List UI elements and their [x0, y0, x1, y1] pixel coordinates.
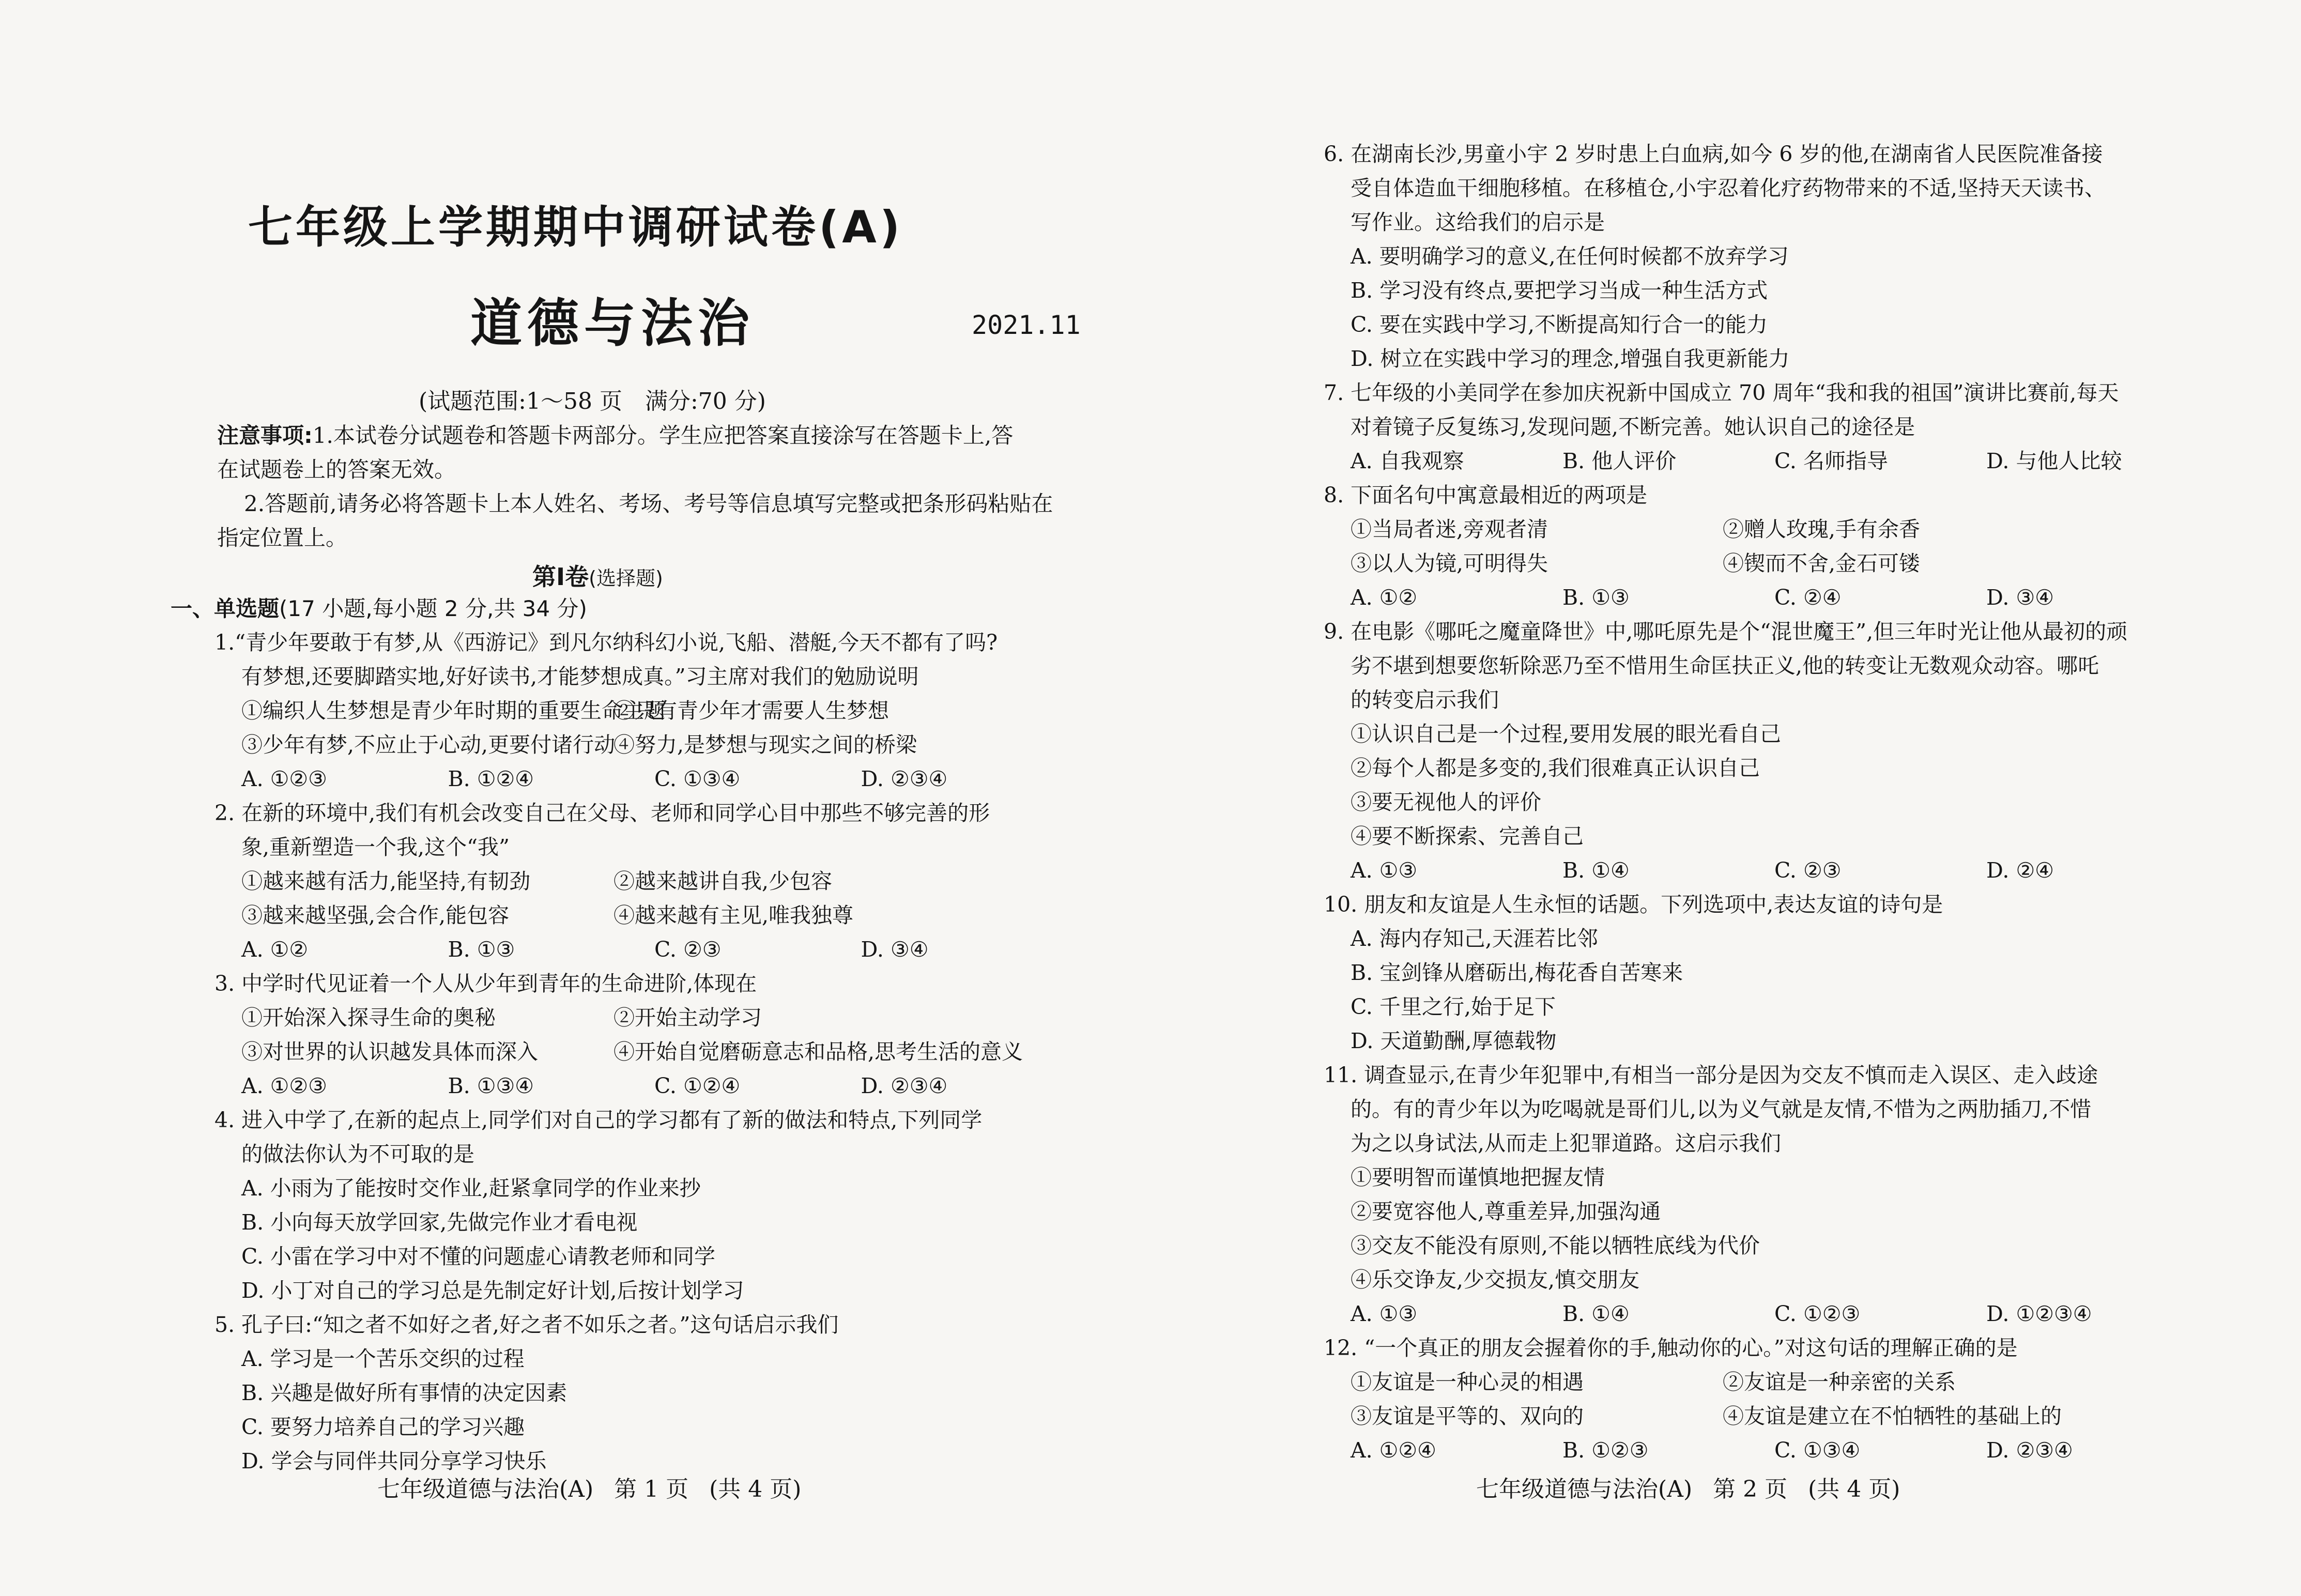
- question-right-4: [1324, 887, 2254, 1058]
- question-stem: 8. 下面名句中寓意最相近的两项是: [1324, 483, 1648, 508]
- page-footer: [1476, 1470, 1921, 1503]
- question-stem: 5. 孔子曰:“知之者不如好之者,好之者不如乐之者。”这句话启示我们: [214, 1312, 839, 1337]
- page-2: [1150, 0, 2301, 1596]
- choice: B. 小向每天放学回家,先做完作业才看电视: [241, 1210, 638, 1235]
- footer-total: (共 4 页): [1808, 1476, 1900, 1502]
- notice-1: 1.本试卷分试题卷和答题卡两部分。学生应把答案直接涂写在答题卡上,答: [312, 423, 1014, 448]
- question-stem: 7. 七年级的小美同学在参加庆祝新中国成立 70 周年“我和我的祖国”演讲比赛前,每天: [1324, 380, 2119, 405]
- notice-2: 2.答题前,请务必将答题卡上本人姓名、考场、考号等信息填写完整或把条形码粘贴在: [244, 491, 1053, 516]
- choice: D. 小丁对自己的学习总是先制定好计划,后按计划学习: [241, 1278, 744, 1303]
- page-footer: [377, 1470, 822, 1503]
- question-right-0: [1324, 137, 2254, 376]
- question-stem: 象,重新塑造一个我,这个“我”: [241, 835, 510, 860]
- answer-option: D. ②③④: [861, 766, 948, 791]
- exam-title: 七年级上学期期中调研试卷(A): [248, 202, 903, 253]
- question-left-0: [214, 625, 1067, 796]
- choice: A. 小雨为了能按时交作业,赶紧拿同学的作业来抄: [241, 1176, 701, 1201]
- statement-row: [1324, 512, 2254, 546]
- answer-option: C. ②③: [654, 937, 722, 962]
- answer-option: B. ①②③: [1562, 1438, 1649, 1463]
- statement-row: [1324, 1399, 2254, 1433]
- choice: C. 要在实践中学习,不断提高知行合一的能力: [1351, 312, 1768, 337]
- answer-option: B. ①③④: [448, 1073, 534, 1098]
- choice: ④乐交诤友,少交损友,慎交朋友: [1351, 1267, 1640, 1292]
- notice-label: 注意事项:: [217, 423, 313, 448]
- answer-option: A. ①②④: [1351, 1438, 1436, 1463]
- part-title-main: 一、单选题: [171, 596, 280, 621]
- question-stem: 2. 在新的环境中,我们有机会改变自己在父母、老师和同学心目中那些不够完善的形: [214, 801, 990, 825]
- choice: D. 天道勤酬,厚德载物: [1351, 1029, 1557, 1053]
- answer-option: C. ①③④: [1774, 1438, 1861, 1463]
- footer-subject: 七年级道德与法治(A): [377, 1476, 594, 1502]
- statement: ③越来越坚强,会合作,能包容: [241, 903, 510, 928]
- answer-option: D. ②③④: [1986, 1438, 2073, 1463]
- question-stem: 11. 调查显示,在青少年犯罪中,有相当一部分是因为交友不慎而走入误区、走入歧途: [1324, 1063, 2098, 1087]
- answer-option: B. 他人评价: [1562, 449, 1677, 473]
- statement: ①友谊是一种心灵的相遇: [1351, 1370, 1584, 1394]
- section-title: [532, 558, 663, 592]
- choice: D. 树立在实践中学习的理念,增强自我更新能力: [1351, 346, 1790, 371]
- part-title-sub: (17 小题,每小题 2 分,共 34 分): [279, 596, 587, 621]
- question-stem: 6. 在湖南长沙,男童小宇 2 岁时患上白血病,如今 6 岁的他,在湖南省人民医院准备接: [1324, 142, 2103, 166]
- question-left-1: [214, 796, 1067, 966]
- footer-page: 第 1 页: [614, 1476, 689, 1502]
- answer-option: C. ②③: [1774, 858, 1842, 883]
- footer-page: 第 2 页: [1713, 1476, 1788, 1502]
- answer-option: A. 自我观察: [1351, 449, 1464, 473]
- choice: ①要明智而谨慎地把握友情: [1351, 1165, 1605, 1190]
- question-stem: 4. 进入中学了,在新的起点上,同学们对自己的学习都有了新的做法和特点,下列同学: [214, 1108, 983, 1132]
- answer-option: D. ②④: [1986, 858, 2054, 883]
- choice: B. 兴趣是做好所有事情的决定因素: [241, 1380, 567, 1405]
- question-stem: 的做法你认为不可取的是: [241, 1142, 474, 1167]
- choice: C. 要努力培养自己的学习兴趣: [241, 1415, 525, 1439]
- choice: ②每个人都是多变的,我们很难真正认识自己: [1351, 756, 1760, 780]
- answer-options: [1324, 1297, 2254, 1331]
- question-stem: 有梦想,还要脚踏实地,好好读书,才能梦想成真。”习主席对我们的勉励说明: [241, 664, 919, 689]
- choice: A. 海内存知己,天涯若比邻: [1351, 926, 1598, 951]
- choice: A. 要明确学习的意义,在任何时候都不放弃学习: [1351, 244, 1789, 269]
- answer-option: C. 名师指导: [1774, 449, 1888, 473]
- question-stem: 写作业。这给我们的启示是: [1351, 210, 1605, 235]
- choice: A. 学习是一个苦乐交织的过程: [241, 1346, 525, 1371]
- statement: ②只有青少年才需要人生梦想: [613, 698, 889, 723]
- question-left-4: [214, 1308, 1067, 1478]
- subject-title: 道德与法治: [470, 293, 755, 354]
- notice: [217, 419, 1065, 555]
- footer-subject: 七年级道德与法治(A): [1476, 1476, 1693, 1502]
- question-stem: 对着镜子反复练习,发现问题,不断完善。她认识自己的途径是: [1351, 415, 1915, 439]
- choice: ③交友不能没有原则,不能以牺牲底线为代价: [1351, 1233, 1760, 1258]
- statement-row: [214, 864, 1067, 898]
- statement-row: [214, 728, 1067, 762]
- answer-option: D. ②③④: [861, 1073, 948, 1098]
- statement: ①开始深入探寻生命的奥秘: [241, 1005, 496, 1030]
- statement: ④友谊是建立在不怕牺牲的基础上的: [1723, 1404, 2062, 1429]
- choice: C. 千里之行,始于足下: [1351, 994, 1556, 1019]
- statement: ④努力,是梦想与现实之间的桥梁: [613, 732, 917, 757]
- statement-row: [1324, 546, 2254, 580]
- answer-options: [1324, 853, 2254, 887]
- choice: B. 学习没有终点,要把学习当成一种生活方式: [1351, 278, 1768, 303]
- answer-options: [1324, 580, 2254, 615]
- answer-option: A. ①②: [241, 937, 309, 962]
- answer-option: A. ①②③: [241, 766, 327, 791]
- answer-option: D. ①②③④: [1986, 1301, 2092, 1326]
- part-title: [171, 592, 587, 623]
- statement: ④开始自觉磨砺意志和品格,思考生活的意义: [613, 1039, 1023, 1064]
- statement: ②友谊是一种亲密的关系: [1723, 1370, 1956, 1394]
- left-questions: [214, 625, 1067, 1478]
- notice-1b: 在试题卷上的答案无效。: [217, 457, 456, 482]
- answer-options: [214, 762, 1067, 796]
- answer-option: A. ①③: [1351, 858, 1418, 883]
- question-left-3: [214, 1103, 1067, 1308]
- question-left-2: [214, 966, 1067, 1103]
- statement: ④锲而不舍,金石可镂: [1723, 551, 1921, 576]
- page-1: [0, 0, 1150, 1596]
- section-title-main: 第Ⅰ卷: [532, 563, 589, 591]
- statement-row: [214, 898, 1067, 932]
- answer-option: C. ②④: [1774, 585, 1842, 610]
- answer-option: D. ③④: [1986, 585, 2054, 610]
- answer-option: D. ③④: [861, 937, 929, 962]
- answer-options: [1324, 444, 2254, 478]
- answer-option: B. ①④: [1562, 858, 1630, 883]
- statement: ③以人为镜,可明得失: [1351, 551, 1548, 576]
- statement: ①越来越有活力,能坚持,有韧劲: [241, 869, 531, 894]
- choice: ②要宽容他人,尊重差异,加强沟通: [1351, 1199, 1661, 1224]
- choice: ④要不断探索、完善自己: [1351, 824, 1584, 849]
- question-right-1: [1324, 376, 2254, 478]
- question-stem: 劣不堪到想要您斩除恶乃至不惜用生命匡扶正义,他的转变让无数观众动容。哪吒: [1351, 653, 2099, 678]
- statement: ②赠人玫瑰,手有余香: [1723, 517, 1921, 542]
- exam-date: 2021.11: [972, 310, 1081, 340]
- statement: ①当局者迷,旁观者清: [1351, 517, 1548, 542]
- answer-option: D. 与他人比较: [1986, 449, 2122, 473]
- answer-option: B. ①③: [448, 937, 515, 962]
- statement: ④越来越有主见,唯我独尊: [613, 903, 854, 928]
- question-stem: 1.“青少年要敢于有梦,从《西游记》到凡尔纳科幻小说,飞船、潜艇,今天不都有了吗?: [214, 630, 998, 655]
- answer-option: C. ①②③: [1774, 1301, 1861, 1326]
- statement: ②越来越讲自我,少包容: [613, 869, 833, 894]
- exam-scope: (试题范围:1～58 页 满分:70 分): [419, 388, 766, 415]
- question-right-6: [1324, 1331, 2254, 1467]
- question-stem: 的。有的青少年以为吃喝就是哥们儿,以为义气就是友情,不惜为之两肋插刀,不惜: [1351, 1097, 2092, 1122]
- statement-row: [214, 1035, 1067, 1069]
- footer-total: (共 4 页): [709, 1476, 802, 1502]
- answer-option: B. ①③: [1562, 585, 1630, 610]
- statement: ③友谊是平等的、双向的: [1351, 1404, 1584, 1429]
- answer-options: [214, 932, 1067, 966]
- statement: ②开始主动学习: [613, 1005, 762, 1030]
- notice-2b: 指定位置上。: [217, 525, 348, 550]
- answer-option: B. ①②④: [448, 766, 534, 791]
- question-right-2: [1324, 478, 2254, 615]
- choice: ③要无视他人的评价: [1351, 790, 1541, 815]
- question-stem: 9. 在电影《哪吒之魔童降世》中,哪吒原先是个“混世魔王”,但三年时光让他从最初的顽: [1324, 619, 2128, 644]
- answer-option: A. ①②③: [241, 1073, 327, 1098]
- answer-option: C. ①③④: [654, 766, 741, 791]
- section-title-sub: (选择题): [589, 567, 663, 590]
- question-stem: 12. “一个真正的朋友会握着你的手,触动你的心。”对这句话的理解正确的是: [1324, 1336, 2018, 1360]
- choice: ①认识自己是一个过程,要用发展的眼光看自己: [1351, 722, 1782, 746]
- answer-options: [1324, 1433, 2254, 1467]
- statement: ③少年有梦,不应止于心动,更要付诸行动: [241, 732, 616, 757]
- statement: ①编织人生梦想是青少年时期的重要生命主题: [241, 698, 665, 723]
- choice: D. 学会与同伴共同分享学习快乐: [241, 1449, 547, 1474]
- answer-option: A. ①②: [1351, 585, 1418, 610]
- statement-row: [214, 1001, 1067, 1035]
- answer-options: [214, 1069, 1067, 1103]
- choice: C. 小雷在学习中对不懂的问题虚心请教老师和同学: [241, 1244, 715, 1269]
- question-stem: 10. 朋友和友谊是人生永恒的话题。下列选项中,表达友谊的诗句是: [1324, 892, 1943, 917]
- choice: B. 宝剑锋从磨砺出,梅花香自苦寒来: [1351, 960, 1683, 985]
- question-stem: 的转变启示我们: [1351, 687, 1499, 712]
- statement: ③对世界的认识越发具体而深入: [241, 1039, 538, 1064]
- question-stem: 受自体造血干细胞移植。在移植仓,小宇忍着化疗药物带来的不适,坚持天天读书、: [1351, 176, 2106, 201]
- question-right-5: [1324, 1058, 2254, 1331]
- statement-row: [1324, 1365, 2254, 1399]
- answer-option: C. ①②④: [654, 1073, 741, 1098]
- question-stem: 为之以身试法,从而走上犯罪道路。这启示我们: [1351, 1131, 1782, 1156]
- right-questions: [1324, 137, 2254, 1467]
- answer-option: B. ①④: [1562, 1301, 1630, 1326]
- question-stem: 3. 中学时代见证着一个人从少年到青年的生命进阶,体现在: [214, 971, 757, 996]
- question-right-3: [1324, 615, 2254, 887]
- statement-row: [214, 694, 1067, 728]
- answer-option: A. ①③: [1351, 1301, 1418, 1326]
